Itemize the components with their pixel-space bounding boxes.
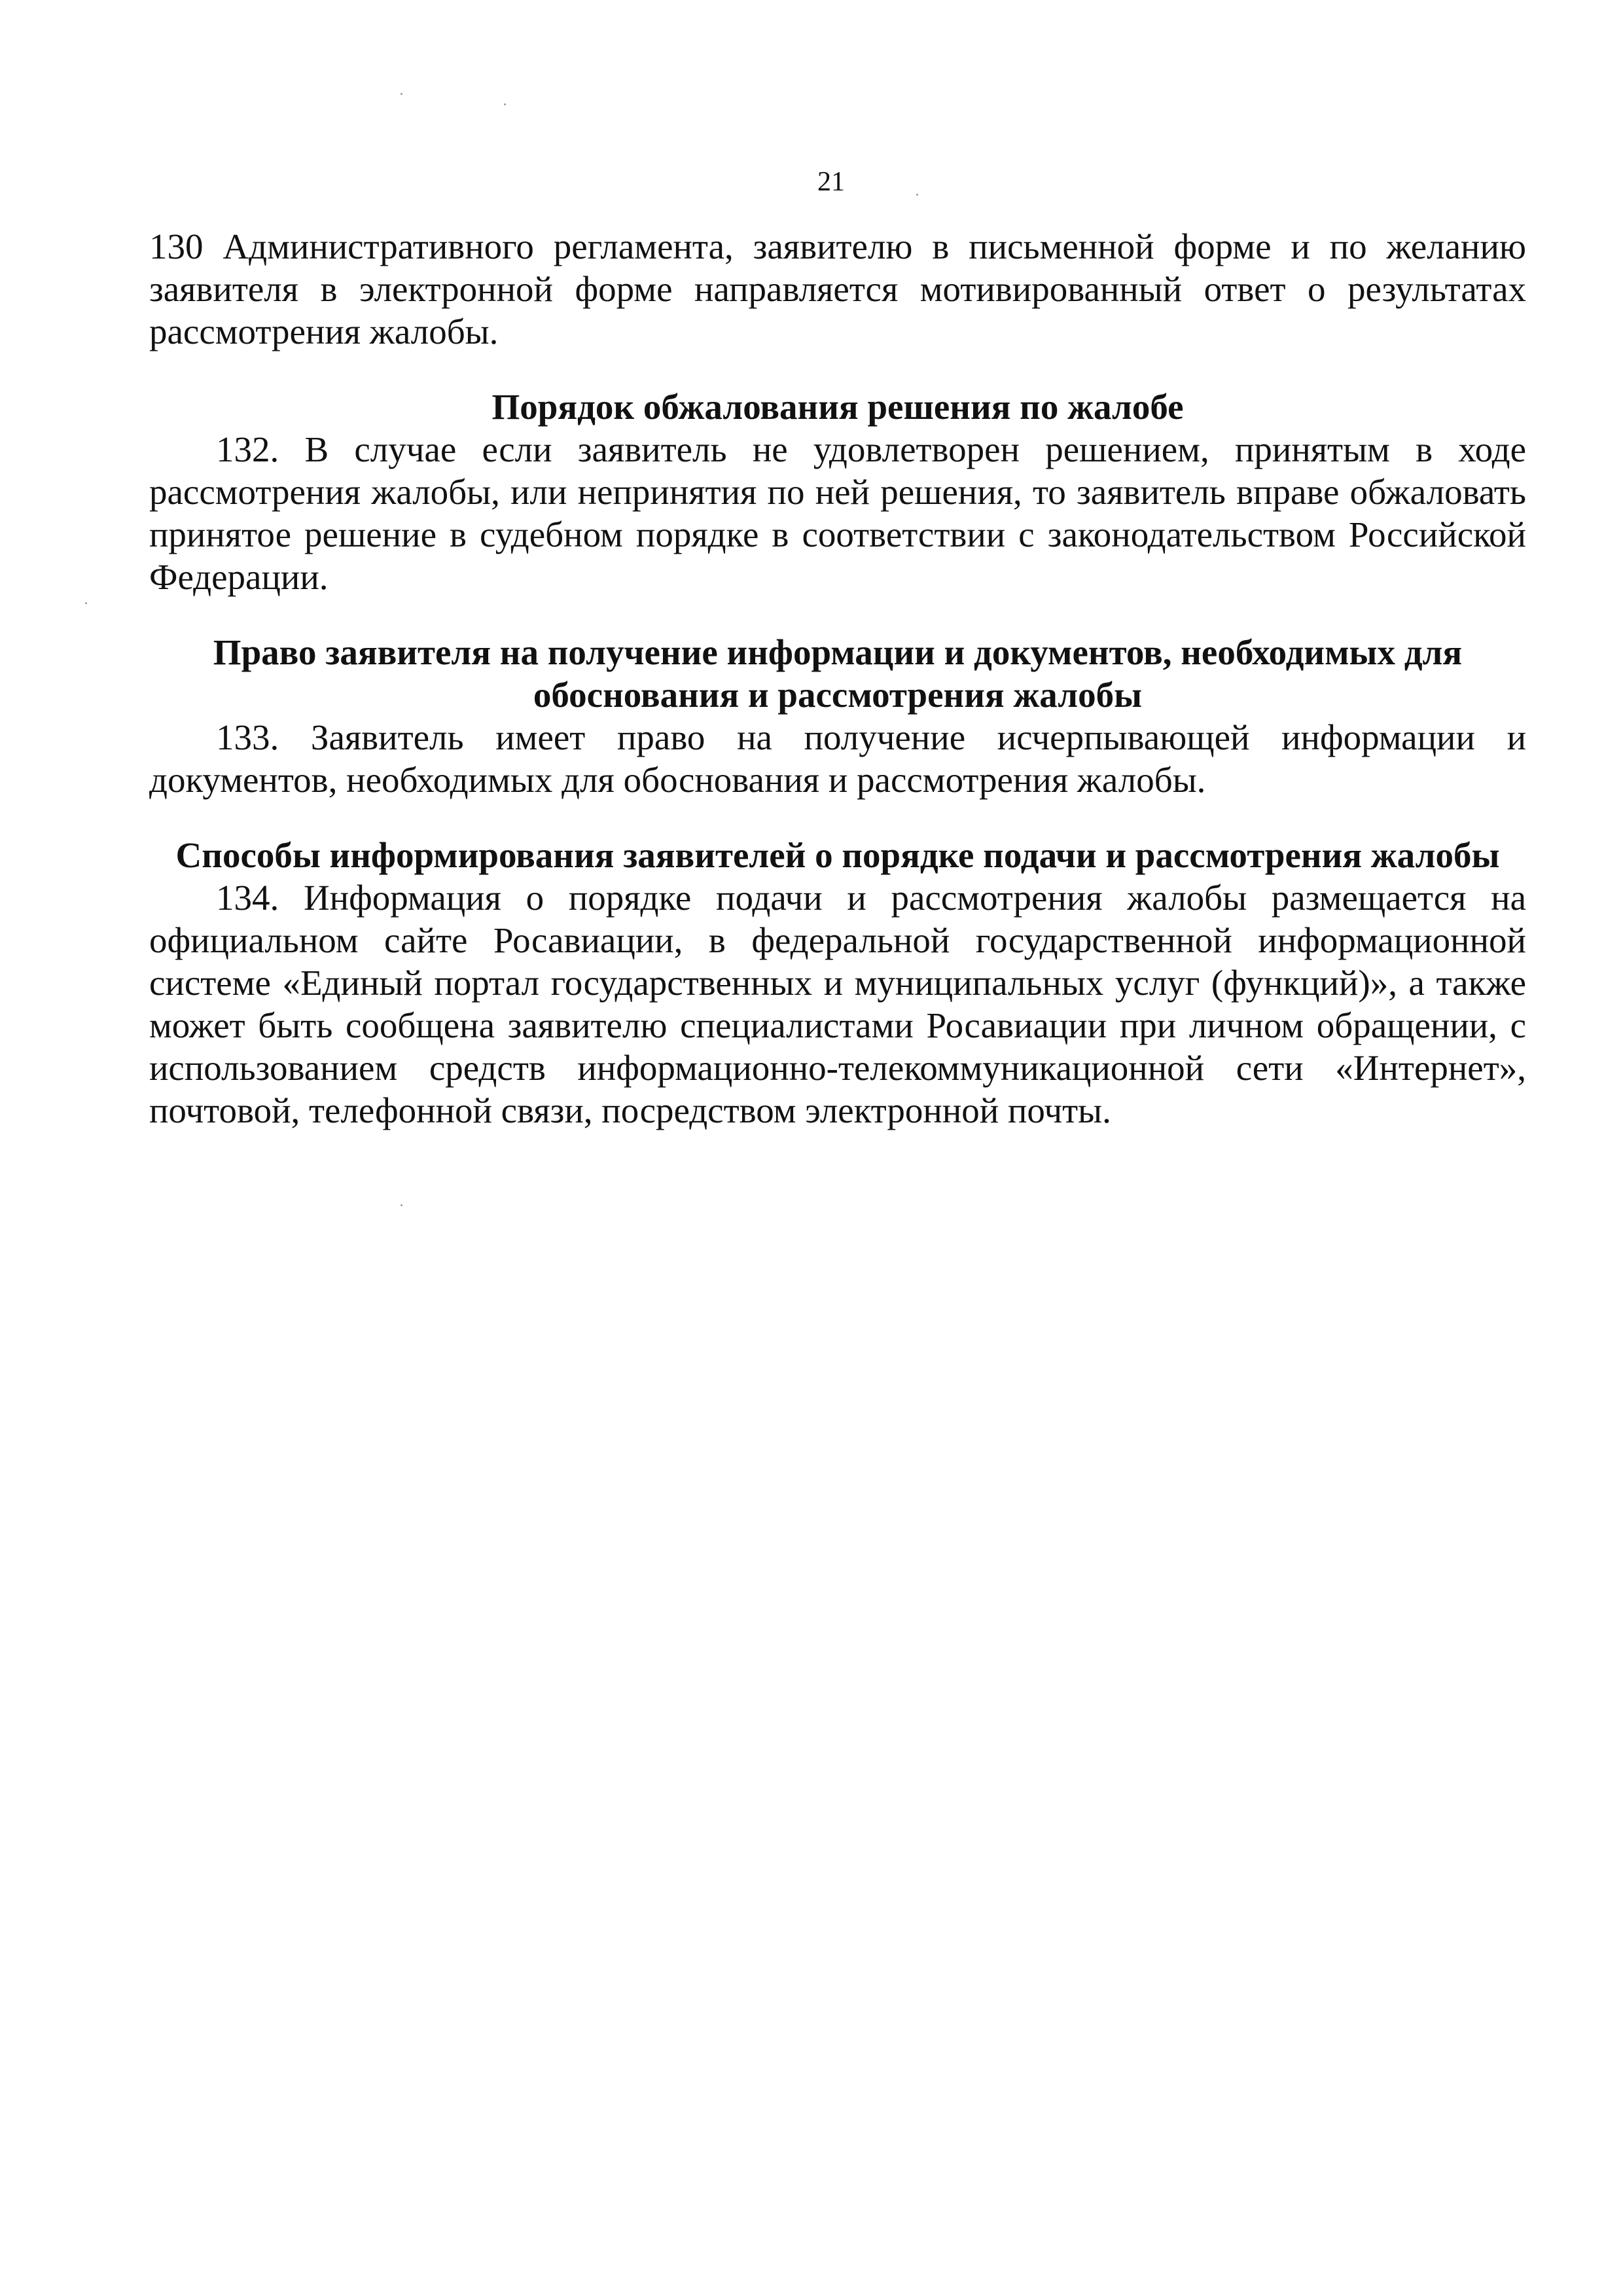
section-heading-right-to-information: Право заявителя на получение информации и документов, необходимых для обоснования и рассмотрения жалобы [213, 632, 1463, 715]
scan-speck [401, 93, 402, 95]
scan-speck [85, 602, 87, 604]
page-content [149, 225, 1526, 1132]
paragraph-133: 133. Заявитель имеет право на получение исчерпывающей информации и документов, необходимых для обоснования и рассмотрения жалобы. [149, 717, 1526, 800]
section-heading-informing-methods: Способы информирования заявителей о порядке подачи и рассмотрения жалобы [175, 835, 1500, 875]
intro-paragraph: 130 Административного регламента, заявителю в письменной форме и по желанию заявителя в электронной форме направляется мотивированный ответ о результатах рассмотрения жалобы. [149, 226, 1526, 351]
scan-speck [401, 1204, 402, 1206]
paragraph-134: 134. Информация о порядке подачи и рассмотрения жалобы размещается на официальном сайте Росавиации, в федеральной государственной информационной системе «Единый портал государственных и муниципальных услуг (функций)», а также может быть сообщена заявителю специалистами Росавиации при личном обращении, с использованием средств информационно-телекоммуникационной сети «Интернет», почтовой, телефонной связи, посредством электронной почты. [149, 878, 1526, 1130]
scan-speck [916, 194, 918, 196]
section-heading-appeal: Порядок обжалования решения по жалобе [491, 387, 1184, 427]
scan-speck [504, 103, 506, 105]
paragraph-132: 132. В случае если заявитель не удовлетворен решением, принятым в ходе рассмотрения жалобы, или непринятия по ней решения, то заявитель вправе обжаловать принятое решение в судебном порядке в соответствии с законодательством Российской Федерации. [149, 429, 1526, 597]
page-number: 21 [817, 167, 845, 197]
